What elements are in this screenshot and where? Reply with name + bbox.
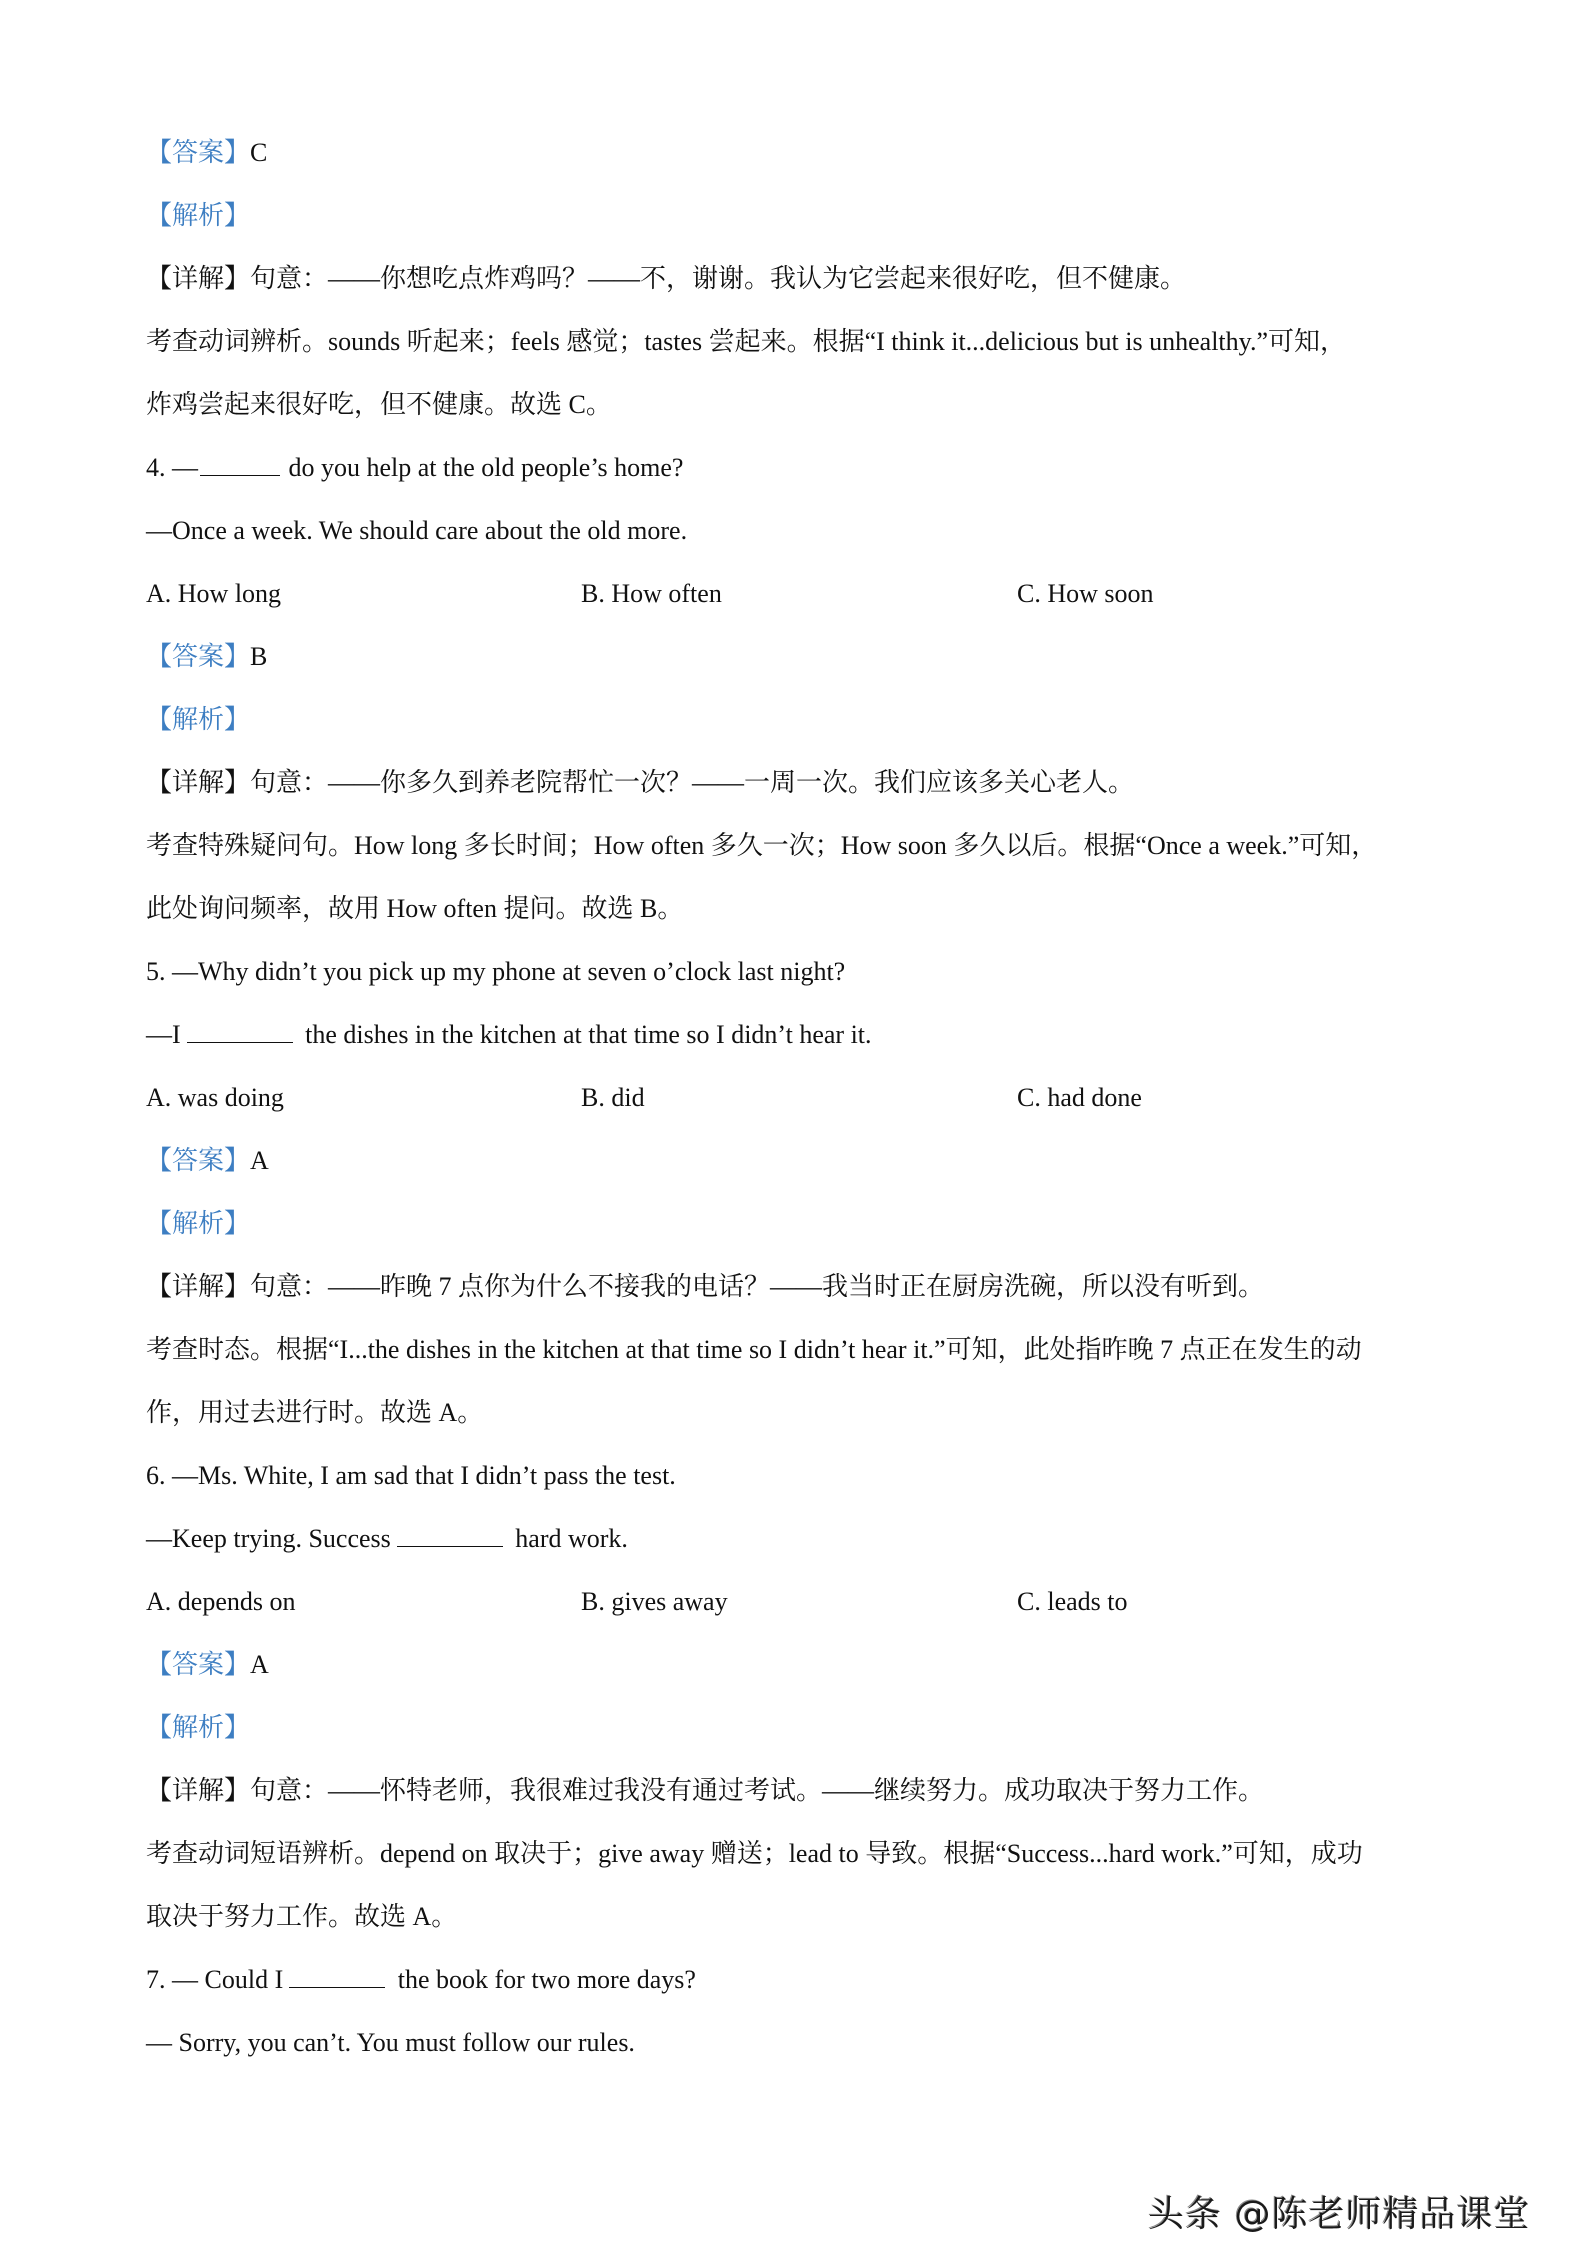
detail-line-q5-2: 考查时态。根据“I...the dishes in the kitchen at that time so I didn’t hear it.”可知，此处指昨晚 7 点正在发生的动 [146,1335,1362,1364]
question-7-stem [146,1963,696,1997]
question-6-option-b: B. gives away [581,1587,728,1616]
detail-line-q3-3: 炸鸡尝起来很好吃，但不健康。故选 C。 [146,390,612,419]
question-6-stem: 6. —Ms. White, I am sad that I didn’t pass the test. [146,1461,676,1490]
detail-text: 句意：——你想吃点炸鸡吗？——不，谢谢。我认为它尝起来很好吃，但不健康。 [250,264,1187,293]
detail-line-q6-2: 考查动词短语辨析。depend on 取决于；give away 赠送；lead to 导致。根据“Success...hard work.”可知，成功 [146,1839,1363,1868]
analysis-line-q6 [146,1711,250,1745]
analysis-line-q4 [146,703,250,737]
analysis-line-q5 [146,1207,250,1241]
question-5-stem: 5. —Why didn’t you pick up my phone at seven o’clock last night? [146,957,846,986]
reply-suffix: the dishes in the kitchen at that time so I didn’t hear it. [298,1020,872,1049]
detail-line-q4-1 [146,766,1134,800]
answer-blank [200,451,280,476]
answer-value: C [250,138,268,167]
detail-label: 【详解】 [146,1776,251,1805]
detail-label: 【详解】 [146,264,251,293]
stem-suffix: do you help at the old people’s home? [282,453,684,482]
detail-line-q6-3: 取决于努力工作。故选 A。 [146,1902,458,1931]
answer-value: A [250,1146,269,1175]
detail-line-q4-2: 考查特殊疑问句。How long 多长时间；How often 多久一次；How soon 多久以后。根据“Once a week.”可知， [146,831,1378,860]
stem-suffix: the book for two more days? [391,1965,696,1994]
answer-value: B [250,642,268,671]
detail-label: 【详解】 [146,1272,251,1301]
question-4-reply: —Once a week. We should care about the old more. [146,516,688,545]
answer-line-q5 [146,1144,269,1178]
question-5-reply [146,1018,872,1052]
answer-line-q4 [146,640,267,674]
detail-line-q5-3: 作，用过去进行时。故选 A。 [146,1398,484,1427]
question-6-option-c: C. leads to [1017,1587,1128,1616]
analysis-label: 【解析】 [146,201,251,230]
detail-text: 句意：——你多久到养老院帮忙一次？——一周一次。我们应该多关心老人。 [250,768,1135,797]
answer-line-q6 [146,1648,269,1682]
question-4-option-b: B. How often [581,579,722,608]
detail-line-q4-3: 此处询问频率，故用 How often 提问。故选 B。 [146,894,684,923]
reply-prefix: —I [146,1020,181,1049]
answer-blank [397,1522,503,1547]
reply-prefix: —Keep trying. Success [146,1524,391,1553]
question-6-option-a: A. depends on [146,1587,296,1616]
question-5-option-b: B. did [581,1083,645,1112]
detail-line-q3-2: 考查动词辨析。sounds 听起来；feels 感觉；tastes 尝起来。根据“I think it...delicious but is unhealthy.”可知， [146,327,1346,356]
analysis-label: 【解析】 [146,1209,251,1238]
question-4-stem [146,451,683,485]
question-4-option-c: C. How soon [1017,579,1154,608]
answer-label: 【答案】 [146,642,251,671]
stem-prefix: 7. — Could I [146,1965,284,1994]
question-7-reply: — Sorry, you can’t. You must follow our rules. [146,2028,635,2057]
answer-label: 【答案】 [146,1146,251,1175]
detail-text: 句意：——怀特老师，我很难过我没有通过考试。——继续努力。成功取决于努力工作。 [250,1776,1265,1805]
answer-blank [187,1018,293,1043]
analysis-line-q3 [146,199,250,233]
analysis-label: 【解析】 [146,705,251,734]
question-6-reply [146,1522,628,1556]
answer-blank [289,1963,385,1988]
stem-prefix: 4. — [146,453,198,482]
detail-line-q3-1 [146,262,1186,296]
reply-suffix: hard work. [508,1524,628,1553]
detail-line-q5-1 [146,1270,1264,1304]
question-4-option-a: A. How long [146,579,282,608]
question-5-option-c: C. had done [1017,1083,1142,1112]
answer-line-q3 [146,136,267,170]
answer-label: 【答案】 [146,1650,251,1679]
detail-line-q6-1 [146,1774,1264,1808]
answer-value: A [250,1650,269,1679]
analysis-label: 【解析】 [146,1713,251,1742]
question-5-option-a: A. was doing [146,1083,284,1112]
answer-label: 【答案】 [146,138,251,167]
detail-text: 句意：——昨晚 7 点你为什么不接我的电话？——我当时正在厨房洗碗，所以没有听到。 [250,1272,1265,1301]
watermark: 头条 @陈老师精品课堂 [1148,2194,1531,2235]
detail-label: 【详解】 [146,768,251,797]
